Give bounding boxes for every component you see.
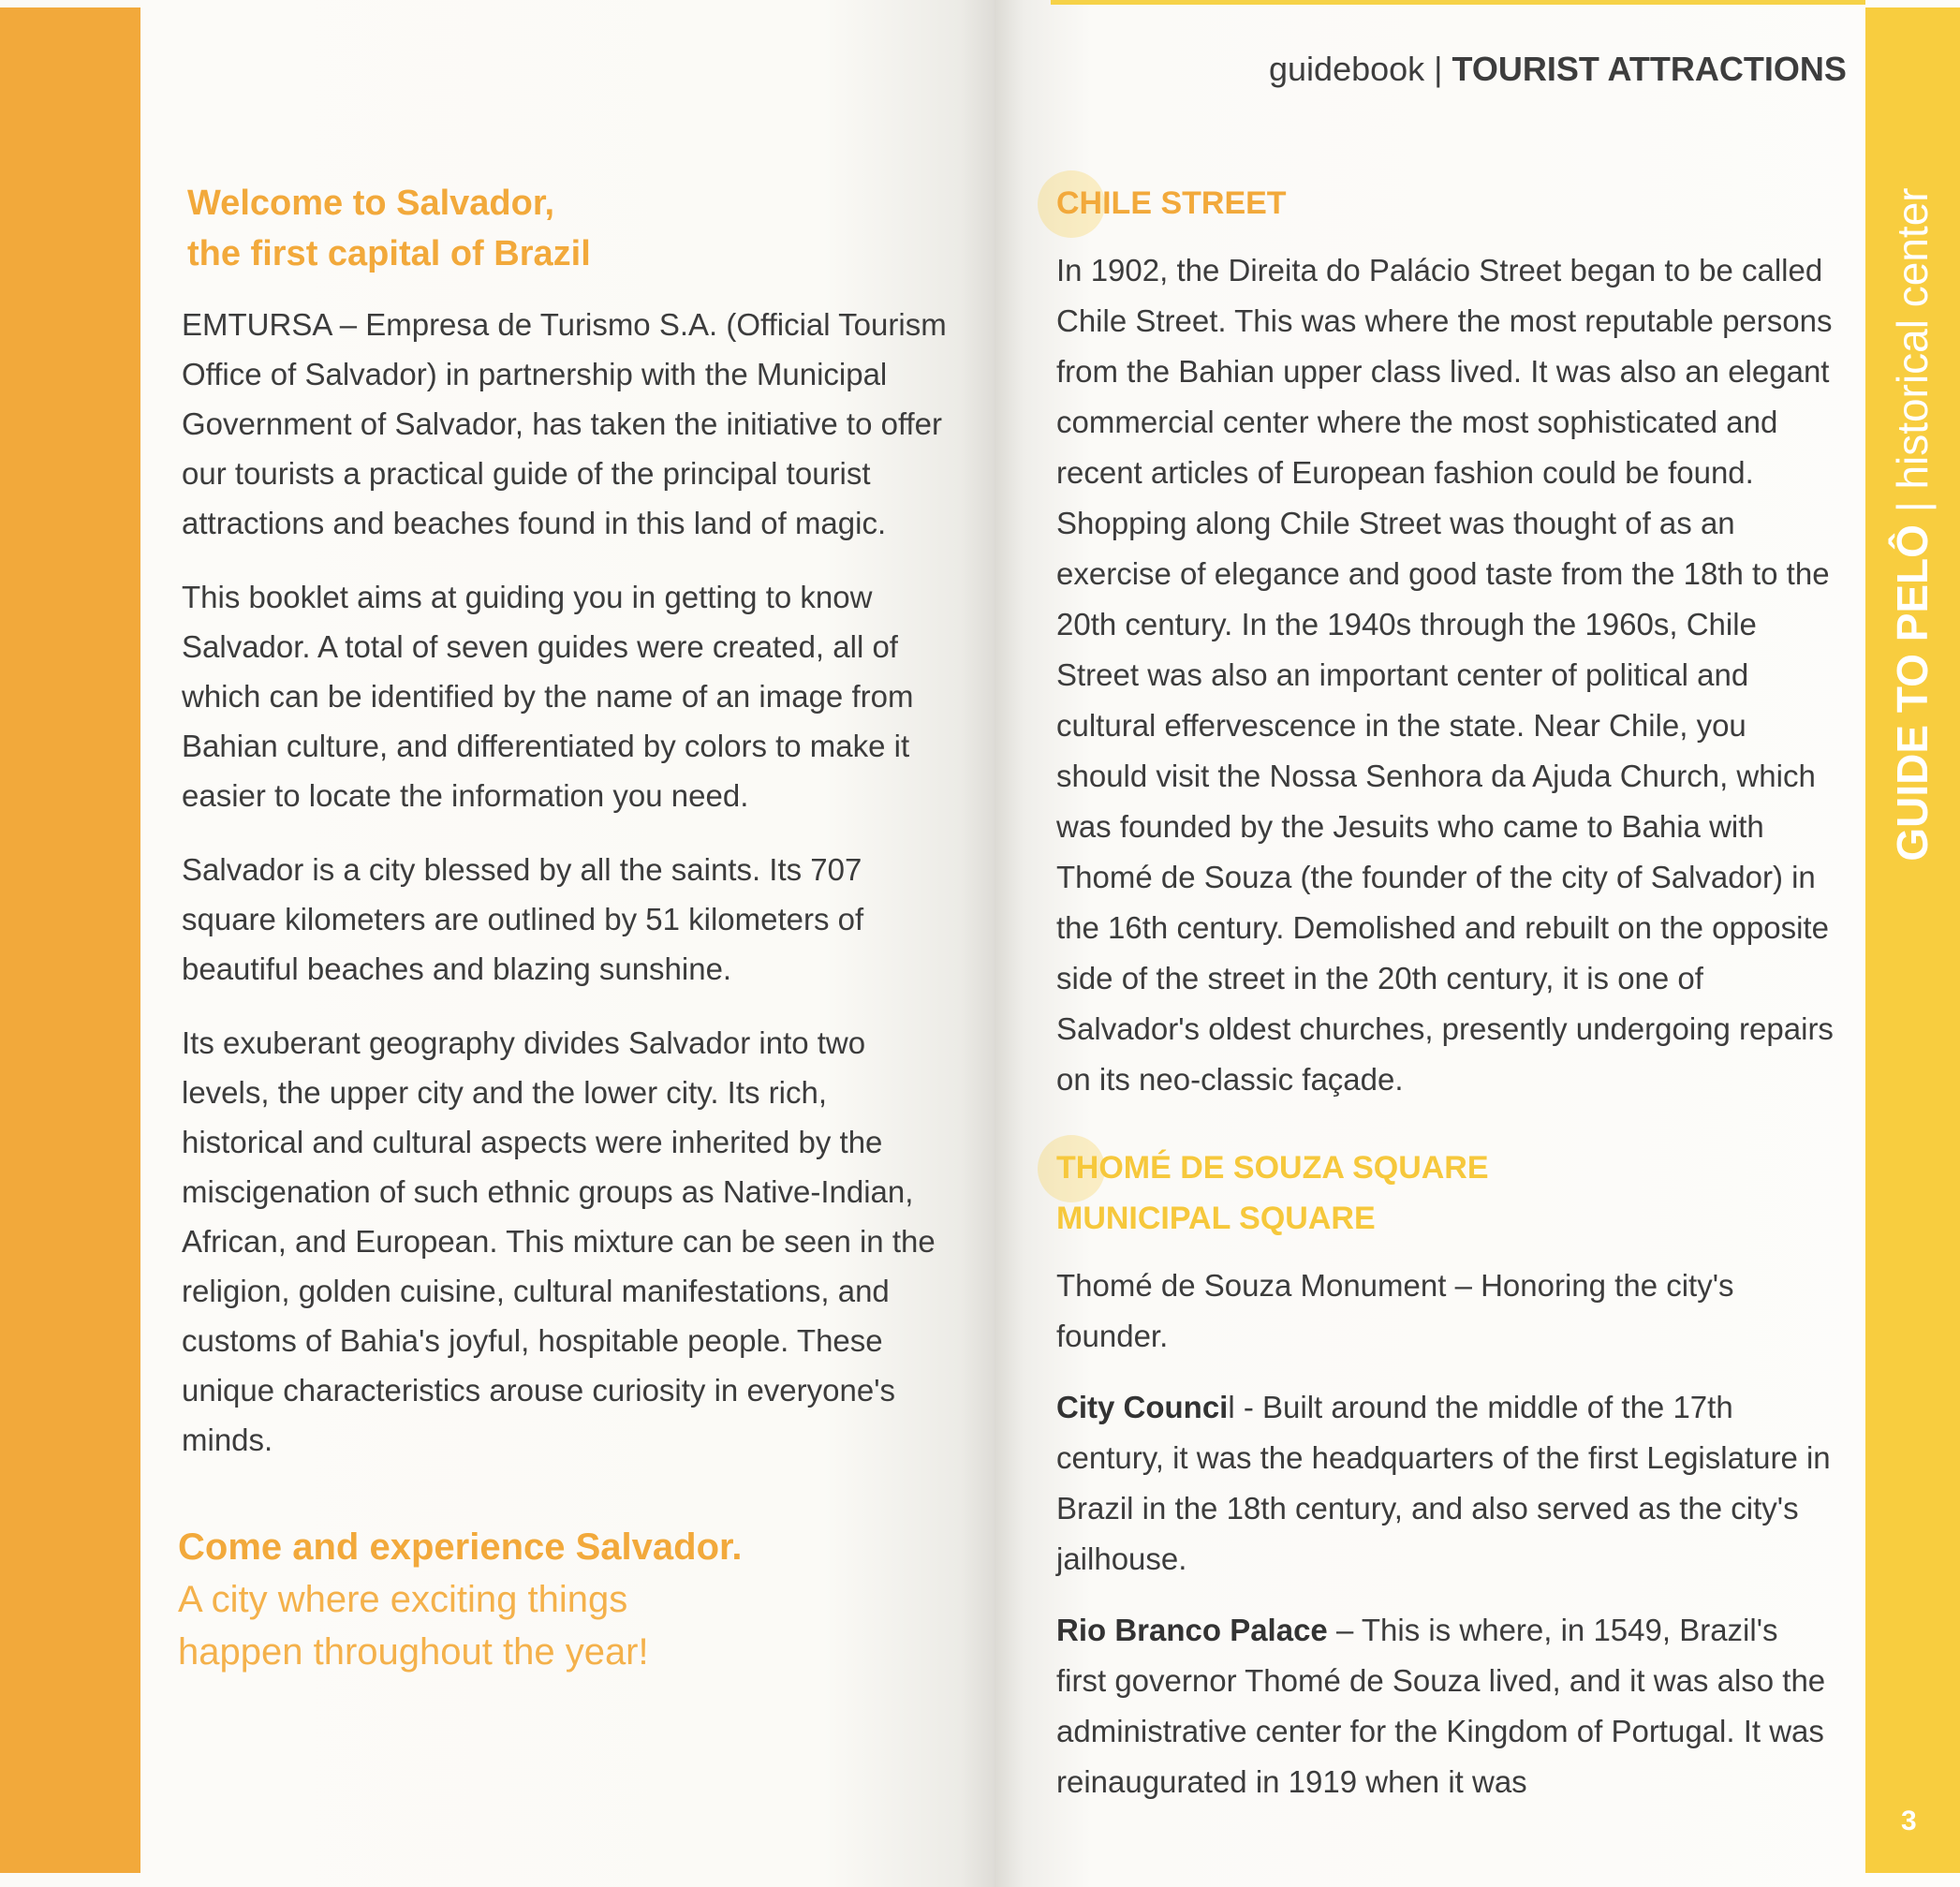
left-orange-band (0, 7, 140, 1873)
thome-square-heading-line-2: MUNICIPAL SQUARE (1056, 1201, 1376, 1236)
side-title (1886, 187, 1938, 861)
cta-headline: Come and experience Salvador. (178, 1526, 743, 1568)
side-title-sub: historical center (1888, 187, 1937, 490)
city-council-text (1056, 1382, 1834, 1585)
monument-text: Thomé de Souza Monument – Honoring the city's founder. (1056, 1268, 1734, 1353)
thome-square-heading (1056, 1143, 1834, 1244)
thome-square-heading-line-1: THOMÉ DE SOUZA SQUARE (1056, 1150, 1489, 1186)
chile-street-heading (1056, 178, 1834, 229)
side-title-separator: | (1888, 489, 1937, 525)
section-gap (1056, 1126, 1834, 1143)
running-header-light: guidebook | (1269, 50, 1452, 88)
page-number: 3 (1901, 1806, 1917, 1836)
cta-line-1: A city where exciting things (178, 1579, 628, 1620)
running-header (1269, 49, 1847, 90)
side-title-main: GUIDE TO PELÔ (1888, 524, 1937, 862)
geography-paragraph: Its exuberant geography divides Salvador into two levels, the upper city and the lower city. Its rich, historical and cultural aspects were inherited by the miscigenation of such ethnic groups as Native-Indian, African, and European. This mixture can be seen in the religion, golden cuisine, cultural manifestations, and customs of Bahia's joyful, hospitable people. These unique characteristics arouse curiosity in everyone's minds. (182, 1025, 936, 1457)
welcome-title-line-1: Welcome to Salvador, (187, 184, 555, 223)
running-header-bold: TOURIST ATTRACTIONS (1452, 50, 1847, 88)
chile-street-heading-text: CHILE STREET (1056, 185, 1287, 221)
city-council-label: City Counci (1056, 1390, 1229, 1424)
right-page-content (1056, 178, 1834, 1828)
rio-branco-text (1056, 1605, 1834, 1807)
left-page-content (178, 178, 955, 1678)
city-council-description: l - Built around the middle of the 17th century, it was the headquarters of the first Legislature in Brazil in the 18th century, and also served as the city's jailhouse. (1056, 1390, 1831, 1576)
city-paragraph: Salvador is a city blessed by all the saints. Its 707 square kilometers are outlined by 51 kilometers of beautiful beaches and blazing sunshine. (182, 852, 864, 986)
top-rule (1051, 0, 1865, 5)
welcome-title (187, 178, 955, 279)
welcome-title-line-2: the first capital of Brazil (187, 234, 591, 273)
intro-paragraph: EMTURSA – Empresa de Turismo S.A. (Official Tourism Office of Salvador) in partnership with the Municipal Government of Salvador, has taken the initiative to offer our tourists a practical guide of the principal tourist attractions and beaches found in this land of magic. (182, 307, 947, 540)
booklet-paragraph: This booklet aims at guiding you in getting to know Salvador. A total of seven guides were created, all of which can be identified by the name of an image from Bahian culture, and differentiated by colors to make it easier to locate the information you need. (182, 580, 914, 813)
rio-branco-description: – This is where, in 1549, Brazil's first governor Thomé de Souza lived, and it was also the administrative center for the Kingdom of Portugal. It was reinaugurated in 1919 when it was (1056, 1613, 1826, 1799)
rio-branco-label: Rio Branco Palace (1056, 1613, 1328, 1647)
cta-line-2: happen throughout the year! (178, 1631, 649, 1673)
chile-street-text: In 1902, the Direita do Palácio Street began to be called Chile Street. This was where the most reputable persons from the Bahian upper class lived. It was also an elegant commercial center where the most sophisticated and recent articles of European fashion could be found. Shopping along Chile Street was thought of as an exercise of elegance and good taste from the 18th to the 20th century. In the 1940s through the 1960s, Chile Street was also an important center of political and cultural effervescence in the state. Near Chile, you should visit the Nossa Senhora da Ajuda Church, which was founded by the Jesuits who came to Bahia with Thomé de Souza (the founder of the city of Salvador) in the 16th century. Demolished and rebuilt on the opposite side of the street in the 20th century, it is one of Salvador's oldest churches, presently undergoing repairs on its neo-classic façade. (1056, 253, 1834, 1097)
